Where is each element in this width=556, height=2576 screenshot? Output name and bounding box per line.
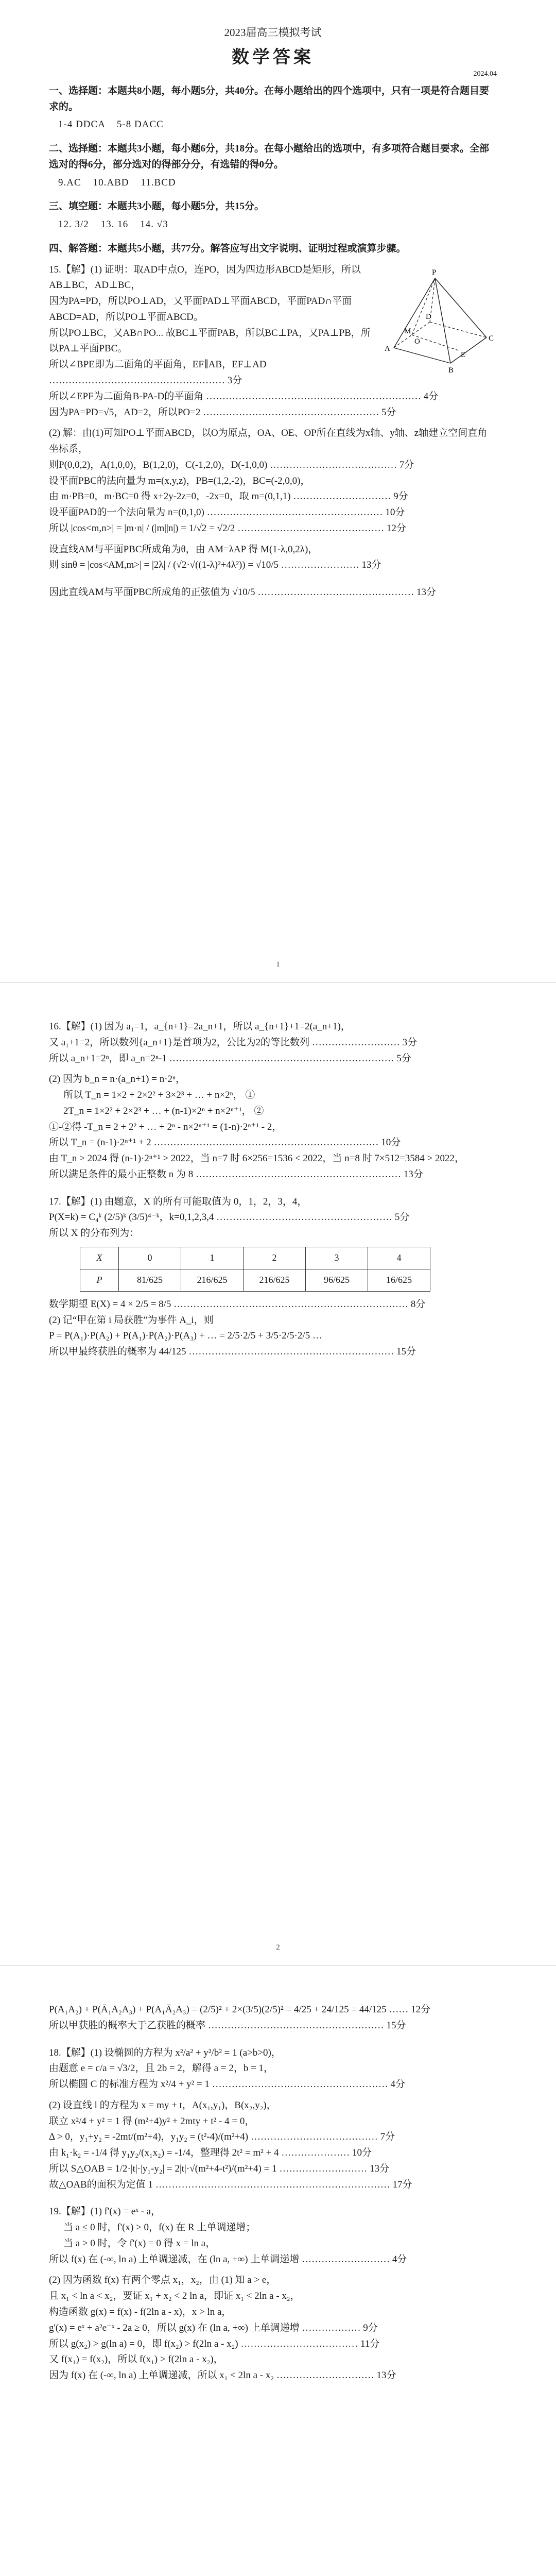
table-header-x: X: [80, 1247, 119, 1269]
q17-line: 17.【解】(1) 由题意，X 的所有可能取值为 0，1，2，3，4，: [49, 1196, 307, 1207]
q19-line: 当 a > 0 时，令 f'(x) = 0 得 x = ln a，: [63, 2238, 216, 2249]
q16-line: ①-②得 -T_n = 2 + 2² + … + 2ⁿ - n×2ⁿ⁺¹ = (1-n)·2ⁿ⁺¹ - 2，: [49, 1121, 282, 1132]
q19-line: 且 x₁ < ln a < x₂，要证 x₁ + x₂ < 2 ln a，即证 x₁ < 2ln a - x₂，: [49, 2291, 300, 2302]
q19-line: (2) 因为函数 f(x) 有两个零点 x₁，x₂，由 (1) 知 a > e，: [49, 2275, 276, 2286]
section-solve-heading: 四、解答题：本题共5小题，共77分。解答应写出文字说明、证明过程或演算步骤。: [49, 243, 406, 254]
table-cell: 216/625: [244, 1269, 306, 1291]
main-title: 数学答案: [232, 48, 314, 67]
q15-line: 由 m·PB=0，m·BC=0 得 x+2y-2z=0，-2x=0，取 m=(0,1,1) ………………………… 9分: [49, 491, 408, 502]
q16-line: 所以 a_n+1=2ⁿ，即 a_n=2ⁿ-1 …………………………………………………………… 5分: [49, 1053, 411, 1064]
fill-answers: 12. 3/2 13. 16 14. √3: [58, 219, 168, 230]
exam-date: 2024.04: [473, 70, 497, 78]
section-multi-heading: 二、选择题：本题共3小题，每小题6分，共18分。在每小题给出的选项中，有多项符合题目要求。全部选对的得6分，部分选对的得部分分，有选错的得0分。: [49, 143, 490, 170]
q17-line: P(X=k) = C₄ᵏ (2/5)ᵏ (3/5)⁴⁻ᵏ，k=0,1,2,3,4 ……………………………………………… 5分: [49, 1212, 410, 1223]
table-cell: 216/625: [181, 1269, 244, 1291]
q19-line: 构造函数 g(x) = f(x) - f(2ln a - x)，x > ln a，: [49, 2307, 232, 2318]
table-header-p: P: [80, 1269, 119, 1291]
label-c: C: [489, 334, 494, 343]
distribution-table: [80, 1247, 430, 1292]
page-2: [0, 983, 556, 1966]
q16-line: 所以满足条件的最小正整数 n 为 8 ……………………………………………………… 13分: [49, 1168, 423, 1180]
q18-line: 故△OAB的面积为定值 1 ……………………………………………………………… 17分: [49, 2179, 412, 2190]
q19-line: 又 f(x₁) = f(x₂)，所以 f(x₁) > f(2ln a - x₂)，: [49, 2354, 223, 2365]
q18-line: 所以 S△OAB = 1/2·|t|·|y₁-y₂| = 2|t|·√(m²+4-t²)/(m²+4) = 1 ……………………… 13分: [49, 2163, 390, 2174]
label-d: D: [426, 312, 431, 321]
q15-line: 设平面PBC的法向量为 m=(x,y,z)，PB=(1,2,-2)，BC=(-2,0,0)，: [49, 475, 310, 486]
q15-line: 设直线AM与平面PBC所成角为θ，由 AM=λAP 得 M(1-λ,0,2λ)，: [49, 544, 318, 555]
table-cell: 2: [244, 1247, 306, 1269]
q15-line: (2) 解：由(1)可知PO⊥平面ABCD，以O为原点，OA、OE、OP所在直线为x轴、y轴、z轴建立空间直角坐标系，: [49, 428, 488, 455]
q16-line: 又 a₁+1=2，所以数列{a_n+1}是首项为2，公比为2的等比数列 ……………………… 3分: [49, 1037, 418, 1048]
q15-line: 设平面PAD的一个法向量为 n=(0,1,0) ……………………………………………… 10分: [49, 507, 405, 518]
q19-line: 当 a ≤ 0 时，f'(x) > 0，f(x) 在 R 上单调递增；: [63, 2222, 256, 2233]
q18-line: 所以椭圆 C 的标准方程为 x²/4 + y² = 1 ……………………………………………… 4分: [49, 2079, 406, 2090]
table-cell: 3: [306, 1247, 368, 1269]
q19-line: 所以 f(x) 在 (-∞, ln a) 上单调递减，在 (ln a, +∞) 上单调递增 ……………………… 4分: [49, 2253, 407, 2265]
q18-line: 由 k₁·k₂ = -1/4 得 y₁y₂/(x₁x₂) = -1/4，整理得 2t² = m² + 4 ………………… 10分: [49, 2147, 372, 2159]
q17-line: 所以甲获胜的概率大于乙获胜的概率 ……………………………………………… 15分: [49, 2020, 406, 2031]
page-3: [0, 1966, 556, 2576]
table-cell: 96/625: [306, 1269, 368, 1291]
page-number: 2: [276, 1943, 280, 1952]
label-o: O: [414, 337, 420, 346]
q18-line: Δ > 0，y₁+y₂ = -2mt/(m²+4)，y₁y₂ = (t²-4)/(m²+4) ………………………………… 7分: [49, 2131, 395, 2143]
q17-line: P(A₁A₂) + P(Ā₁A₂A₃) + P(A₁Ā₂A₃) = (2/5)² + 2×(3/5)(2/5)² = 4/25 + 24/125 = 44/125 …… 12分: [49, 2004, 431, 2015]
q15-line: 所以PO⊥BC，又AB∩PO... 故BC⊥平面PAB，所以BC⊥PA，又PA⊥PB，所以PA⊥平面PBC。: [49, 327, 371, 354]
q15-line: 因为PA=PD，所以PO⊥AD，又平面PAD⊥平面ABCD，平面PAD∩平面ABCD=AD，所以PO⊥平面ABCD。: [49, 296, 352, 323]
choice-answers: 1-4 DDCA 5-8 DACC: [58, 119, 164, 130]
label-p: P: [432, 268, 437, 277]
q19-line: 所以 g(x₂) > g(ln a) = 0，即 f(x₂) > f(2ln a - x₂) ……………………………… 11分: [49, 2338, 380, 2349]
section-fill-heading: 三、填空题：本题共3小题，每小题5分，共15分。: [49, 201, 265, 212]
table-cell: 0: [119, 1247, 181, 1269]
q15-line: 15.【解】(1) 证明：取AD中点O，连PO，因为四边形ABCD是矩形，所以AB⊥BC，AD⊥BC，: [49, 264, 361, 291]
multi-answers: 9.AC 10.ABD 11.BCD: [58, 177, 176, 188]
table-row: [80, 1247, 430, 1269]
q18-line: (2) 设直线 l 的方程为 x = my + t，A(x₁,y₁)，B(x₂,y₂)，: [49, 2099, 276, 2111]
exam-title: 2023届高三模拟考试: [224, 26, 322, 39]
q15-line: 则P(0,0,2)，A(1,0,0)，B(1,2,0)，C(-1,2,0)，D(-1,0,0) ………………………………… 7分: [49, 459, 414, 470]
label-a: A: [385, 344, 390, 353]
q18-line: 18.【解】(1) 设椭圆的方程为 x²/a² + y²/b² = 1 (a>b>0)，: [49, 2047, 281, 2058]
q15-line: 所以 |cos<m,n>| = |m·n| / (|m||n|) = 1/√2 = √2/2 ……………………………………… 12分: [49, 522, 406, 534]
page-number: 1: [276, 960, 280, 969]
q15-line: 所以∠BPE即为二面角的平面角，EF∥AB，EF⊥AD ……………………………………………… 3分: [49, 359, 269, 386]
q16-line: 所以 T_n = 1×2 + 2×2² + 3×2³ + … + n×2ⁿ， ①: [63, 1090, 255, 1101]
q19-line: 因为 f(x) 在 (-∞, ln a) 上单调递减，所以 x₁ < 2ln a - x₂ ………………………… 13分: [49, 2370, 396, 2381]
q17-line: 所以 X 的分布列为：: [49, 1228, 140, 1239]
table-cell: 1: [181, 1247, 244, 1269]
q18-line: 联立 x²/4 + y² = 1 得 (m²+4)y² + 2mty + t² - 4 = 0，: [49, 2115, 255, 2127]
q16-line: 由 T_n > 2024 得 (n-1)·2ⁿ⁺¹ > 2022，当 n=7 时 6×256=1536 < 2022，当 n=8 时 7×512=3584 > 2022，: [49, 1153, 465, 1164]
q17-line: P = P(A₁)·P(A₂) + P(Ā₁)·P(A₂)·P(A₃) + … = 2/5·2/5 + 3/5·2/5·2/5 …: [49, 1330, 322, 1342]
page-1: [0, 0, 556, 983]
q17-line: 数学期望 E(X) = 4 × 2/5 = 8/5 ……………………………………………………………… 8分: [49, 1298, 426, 1310]
q19-line: 19.【解】(1) f'(x) = eˣ - a，: [49, 2206, 161, 2217]
label-m: M: [404, 327, 411, 335]
label-b: B: [448, 366, 454, 375]
pyramid-figure: [378, 265, 497, 376]
q17-line: (2) 记“甲在第 i 局获胜”为事件 A_i，则: [49, 1314, 214, 1326]
table-cell: 16/625: [368, 1269, 430, 1291]
table-row: [80, 1269, 430, 1291]
q19-line: g'(x) = eˣ + a²e⁻ˣ - 2a ≥ 0，所以 g(x) 在 (ln a, +∞) 上单调递增 ……………… 9分: [49, 2322, 378, 2333]
q15-conclusion: 因此直线AM与平面PBC所成角的正弦值为 √10/5 ………………………………………… 13分: [49, 587, 436, 598]
section-choice-heading: 一、选择题：本题共8小题，每小题5分，共40分。在每小题给出的四个选项中，只有一项是符合题目要求的。: [49, 85, 490, 112]
q15-line: 则 sinθ = |cos<AM,m>| = |2λ| / (√2·√((1-λ)²+4λ²)) = √10/5 …………………… 13分: [49, 560, 381, 571]
q15-line: 因为PA=PD=√5，AD=2，所以PO=2 ……………………………………………… 5分: [49, 406, 396, 418]
q15-line: 所以∠EPF为二面角B-PA-D的平面角 ………………………………………………………… 4分: [49, 391, 439, 402]
q16-line: (2) 因为 b_n = n·(a_n+1) = n·2ⁿ，: [49, 1074, 186, 1085]
q16-line: 16.【解】(1) 因为 a₁=1，a_{n+1}=2a_n+1，所以 a_{n+1}+1=2(a_n+1)，: [49, 1021, 351, 1032]
q18-line: 由题意 e = c/a = √3/2，且 2b = 2，解得 a = 2，b = 1，: [49, 2063, 274, 2074]
q17-line: 所以甲最终获胜的概率为 44/125 ……………………………………………………… 15分: [49, 1346, 416, 1358]
table-cell: 81/625: [119, 1269, 181, 1291]
q16-line: 所以 T_n = (n-1)·2ⁿ⁺¹ + 2 …………………………………………………………… 10分: [49, 1137, 401, 1148]
table-cell: 4: [368, 1247, 430, 1269]
q16-line: 2T_n = 1×2² + 2×2³ + … + (n-1)×2ⁿ + n×2ⁿ⁺¹， ②: [63, 1105, 264, 1116]
label-e: E: [461, 350, 466, 359]
